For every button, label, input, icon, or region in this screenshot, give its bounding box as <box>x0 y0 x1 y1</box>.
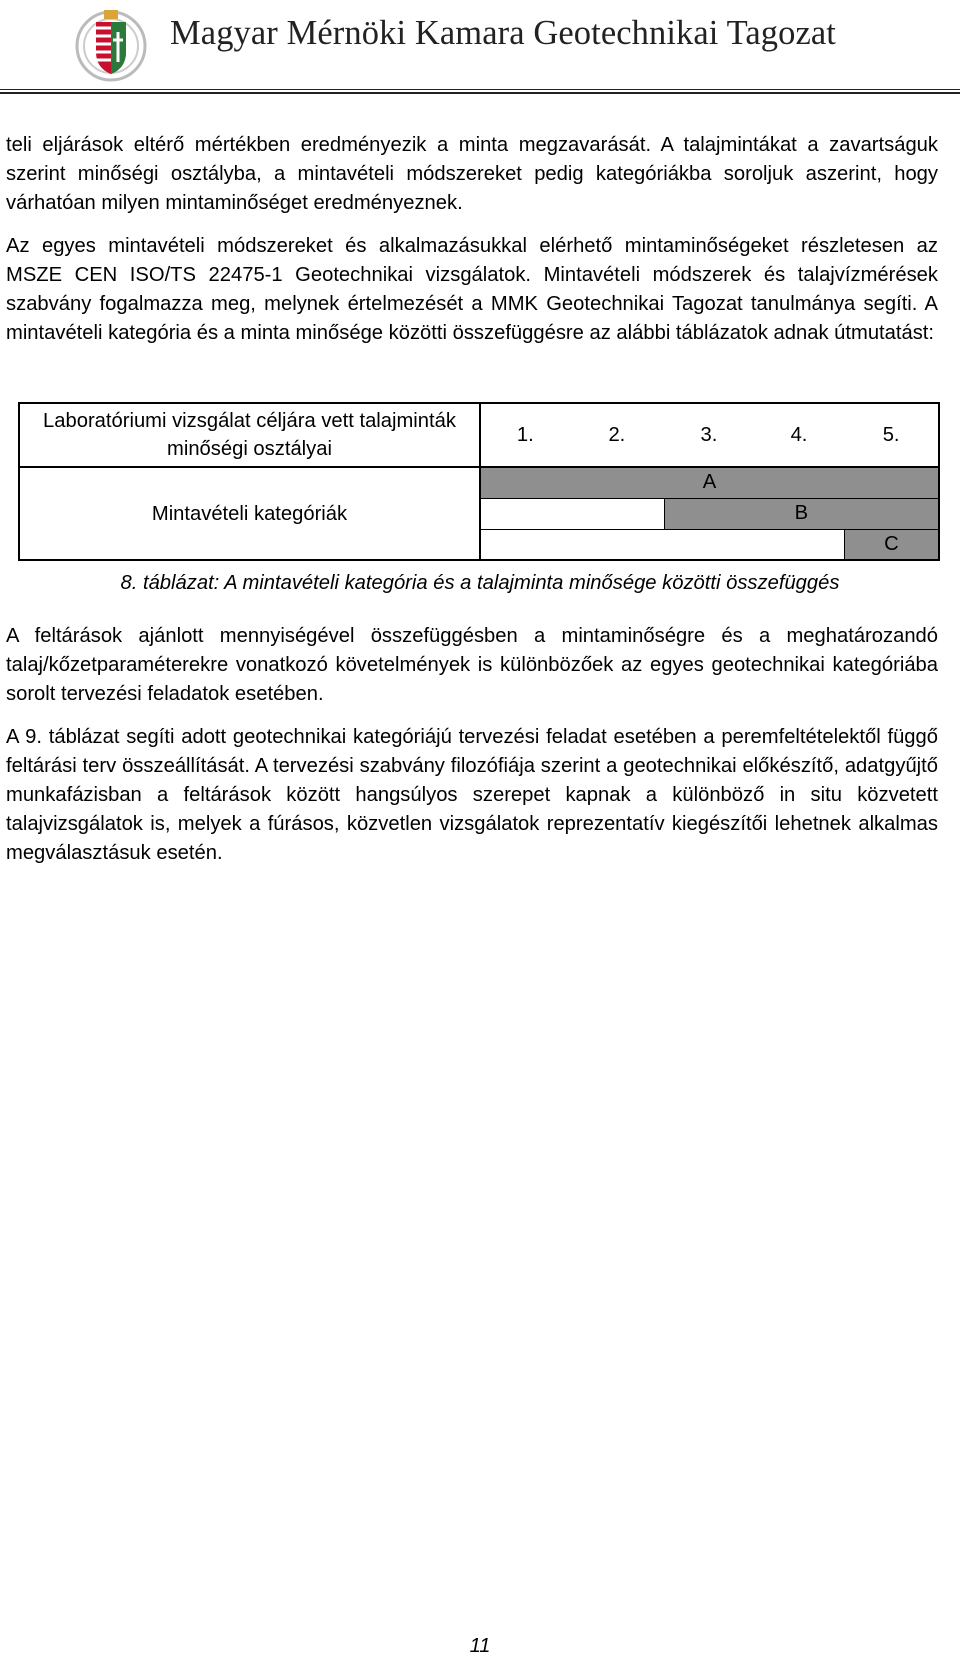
coat-of-arms-icon <box>74 4 148 84</box>
paragraph-2: Az egyes mintavételi módszereket és alkalmazásukkal elérhető mintaminőségeket részletesen az MSZE CEN ISO/TS 22475-1 Geotechnikai vizsgálatok. Mintavételi módszerek és talajvízmérések szabvány fogalmazza meg, melynek értelmezését a MMK Geotechnikai Tagozat tanulmánya segíti. A mintavételi kategória és a minta minősége közötti összefüggésre az alábbi táblázatok adnak útmutatást: <box>6 235 938 344</box>
category-bar-c: C <box>844 529 939 560</box>
class-5: 5. <box>844 403 939 467</box>
category-bar-b: B <box>664 498 939 529</box>
header-title: Magyar Mérnöki Kamara Geotechnikai Tagozat <box>170 14 836 52</box>
category-b-gap <box>480 498 664 529</box>
paragraph-3: A feltárások ajánlott mennyiségével összefüggésben a mintaminőségre és a meghatározandó talaj/kőzetparaméterekre vonatkozó követelmények is különbözőek az egyes geotechnikai kategóriába sorolt tervezési feladatok esetében. <box>6 625 938 705</box>
class-3: 3. <box>664 403 754 467</box>
table-caption: 8. táblázat: A mintavételi kategória és a talajminta minősége közötti összefüggés <box>120 572 840 594</box>
page-number: 11 <box>469 1635 491 1657</box>
header-divider-2 <box>0 92 960 94</box>
page-header <box>0 0 960 88</box>
paragraph-4: A 9. táblázat segíti adott geotechnikai kategóriájú tervezési feladat esetében a peremfeltételektől függő feltárási terv összeállítását. A tervezési szabvány filozófiája szerint a geotechnikai előkészítő, adatgyűjtő munkafázisban a feltárások között hangsúlyos szerepet kapnak a különböző in situ közvetett talajvizsgálatok is, melyek a fúrásos, közvetlen vizsgálatok reprezentatív kiegészítői lehetnek alkalmas megválasztásuk esetén. <box>6 726 938 864</box>
sampling-category-label: Mintavételi kategóriák <box>19 467 480 560</box>
class-2: 2. <box>570 403 665 467</box>
category-c-gap <box>480 529 844 560</box>
paragraph-1: teli eljárások eltérő mértékben eredményezik a minta megzavarását. A talajmintákat a zavartságuk szerint minőségi osztályba, a mintavételi módszereket pedig kategóriákba soroljuk aszerint, hogy várhatóan milyen mintaminőséget eredményeznek. <box>6 134 938 214</box>
class-1: 1. <box>480 403 570 467</box>
header-divider <box>0 89 960 90</box>
class-4: 4. <box>754 403 845 467</box>
category-bar-a: A <box>480 467 939 498</box>
sample-quality-table <box>18 402 940 561</box>
quality-class-header: Laboratóriumi vizsgálat céljára vett talajminták minőségi osztályai <box>19 403 480 467</box>
